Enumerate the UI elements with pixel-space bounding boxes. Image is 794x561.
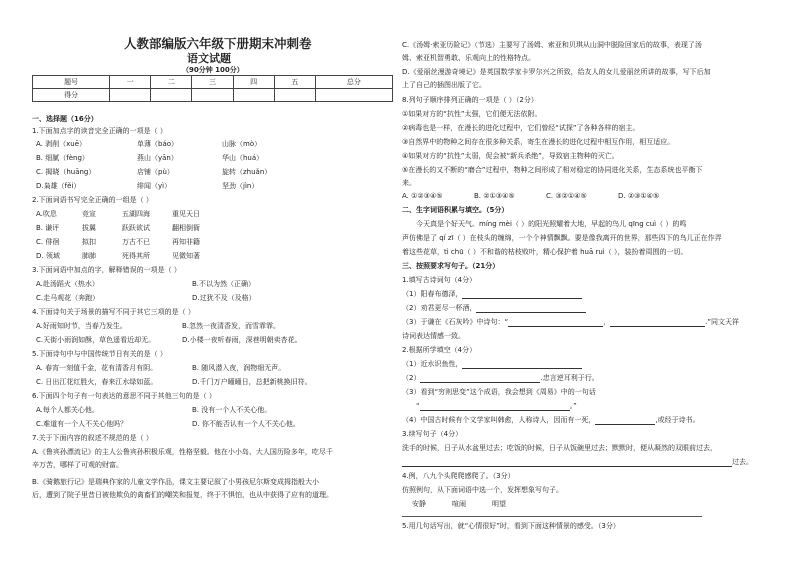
answer-blank[interactable] xyxy=(462,368,582,369)
fill-line-tail: 诗词表达情感一致。 xyxy=(402,332,465,340)
score-cell: 三 xyxy=(192,76,233,89)
word-option[interactable]: 喧闹 xyxy=(452,500,466,508)
option[interactable]: D. 你不能否认有一个人不关心他。 xyxy=(192,420,300,428)
score-cell: 五 xyxy=(274,76,315,89)
option[interactable]: D.《爱丽丝漫游奇境记》是英国数学家卡罗尔兴之所致，给友人的女儿爱丽丝所讲的故事，写下后加 xyxy=(402,68,711,76)
score-cell: 得分 xyxy=(33,89,110,102)
fill-line: （1）近水识鱼性， xyxy=(402,360,582,369)
fill-line: （3）于谦在《石灰吟》中诗句：“ ， .”同文天祥 xyxy=(402,318,739,326)
option[interactable]: D.千门万户曈曈日，总把新桃换旧符。 xyxy=(192,378,312,386)
question-stem: 1.下面加点字的读音完全正确的一项是（ ） xyxy=(32,127,167,135)
word-option[interactable]: 明望 xyxy=(492,500,506,508)
option[interactable]: C. 俳徊 xyxy=(36,238,60,246)
sentence-item: ②病毒也是一样，在漫长的进化过程中，它们曾经“试探”了各种各样的宿主。 xyxy=(402,124,640,132)
answer-blank[interactable] xyxy=(595,424,655,425)
option: 重见天日 xyxy=(172,210,200,218)
option[interactable]: B. 细腻（fèng） xyxy=(36,154,89,162)
paper-meta: （90分钟 100分） xyxy=(182,66,244,74)
passage-line: 声仿佛是了 qí zī（ ）在枝头的缠绵，一个个神情飘飘。要是像我离开的世界，那些四下的鸟儿正在作弄 xyxy=(402,234,722,242)
option[interactable]: D.枭雄（fěi） xyxy=(36,182,81,190)
paper-title: 人教部编版六年级下册期末冲刺卷 xyxy=(124,36,312,51)
score-cell: 一 xyxy=(110,76,151,89)
score-table-score-row xyxy=(33,89,393,102)
option[interactable]: D. 领域 xyxy=(36,252,60,260)
option[interactable]: C.《汤姆·索亚历险记》（节选）主要写了汤姆、索亚和贝琪从山洞中脱险回家后的故事，表现了汤 xyxy=(402,41,702,49)
score-cell: 二 xyxy=(151,76,192,89)
answer-blank[interactable] xyxy=(610,326,705,327)
option: 竞宣 xyxy=(82,210,96,218)
option[interactable]: A. 春宵一刻值千金，花有清香月有阴。 xyxy=(36,364,158,372)
answer-blank[interactable] xyxy=(402,466,732,467)
option[interactable]: C.走马观花（奔跑） xyxy=(36,294,100,302)
option[interactable]: A.吹息 xyxy=(36,210,57,218)
option-continued: 后，遭到了院子里昔日被他欺负的禽畜们的嘲笑和报复，终于不惧怕，也从中获得了应有的道理。 xyxy=(32,491,333,499)
option[interactable]: B.忽然一夜清香发，而雪霏霏。 xyxy=(182,322,281,330)
fill-line: （3）看到“穷则思变”这个成语，我会想到《周易》中的一句话 xyxy=(402,388,596,396)
question-stem: 3.续写句子（4分） xyxy=(402,430,463,438)
answer-line[interactable] xyxy=(402,516,702,517)
option: 死得其所 xyxy=(122,252,150,260)
question-stem: 4.例，八九个头爬爬感爬了。（3分） xyxy=(402,472,515,480)
passage-line: 今天真是个好天气。míng mèi（ ）的阳光照耀着大地，早起的鸟儿 qīng cuì（ ）的鸣 xyxy=(416,220,687,228)
question-stem: 7.关于下面内容的叙述不规范的是（ ） xyxy=(32,434,153,442)
fill-line: （2） .忠言逆耳利于行。 xyxy=(402,374,599,382)
option[interactable]: C. 日出江花红胜火，春来江水绿如蓝。 xyxy=(36,378,158,386)
word-option[interactable]: 安静 xyxy=(412,500,426,508)
score-input[interactable] xyxy=(315,89,392,102)
answer-blank[interactable] xyxy=(476,312,586,313)
option-continued: 辛万苦，哪样了可观的财富。 xyxy=(32,461,123,469)
option: 再知非籍 xyxy=(172,238,200,246)
option[interactable]: C.难道有一个人不关心他吗？ xyxy=(36,420,128,428)
answer-blank[interactable] xyxy=(420,382,540,383)
option[interactable]: B.《骑鹅旅行记》是瑞典作家的儿童文学作品，课文主要记叙了小男孩尼尔斯变成拇指般大小 xyxy=(32,478,320,486)
option[interactable]: 山脉（mò） xyxy=(222,140,262,148)
question-stem: 1.填写古诗词句（4分） xyxy=(402,276,477,284)
question-stem: 5.下面诗句中与中国传统节日有关的是（ ） xyxy=(32,350,167,358)
question-stem: 3.下面词语中加点的字，解释错误的一项是（ ） xyxy=(32,266,181,274)
option: 拟扣 xyxy=(82,238,96,246)
option-continued: 姆、索亚机智勇敢、乐观向上的性格特点。 xyxy=(402,54,535,62)
question-stem: 2.下面词语书写完全正确的一组是（ ） xyxy=(32,196,153,204)
score-input[interactable] xyxy=(274,89,315,102)
option[interactable]: D.过犹不及（及格） xyxy=(192,294,256,302)
option-continued: 上了自己的插图出版了它。 xyxy=(402,81,486,89)
score-cell: 题号 xyxy=(33,76,110,89)
option[interactable]: 华山（huá） xyxy=(222,154,264,162)
option[interactable]: A. 剥削（xuē） xyxy=(36,140,87,148)
sentence-item: ①如果对方的“抗性”太强，它们便无法依附。 xyxy=(402,110,542,118)
option: 万古不已 xyxy=(122,238,150,246)
option[interactable]: D. ②③①④⑤ xyxy=(618,192,660,200)
score-input[interactable] xyxy=(110,89,151,102)
option: 五湖四海 xyxy=(122,210,150,218)
sentence-item: 来。 xyxy=(402,179,416,187)
paper-subtitle: 语文试题 xyxy=(187,52,231,65)
option[interactable]: 坚劲（jìn） xyxy=(222,182,259,190)
answer-blank[interactable] xyxy=(462,298,582,299)
fill-line: （4）中国古时候有个文学家叫韩愈，人称诗人，因而有一死， ,或经于诗书。 xyxy=(402,416,700,424)
question-stem: 6.下面四个句子有一句表达的意思不同于其他三句的是（ ） xyxy=(32,392,216,400)
score-input[interactable] xyxy=(151,89,192,102)
option[interactable]: A.《鲁宾孙漂流记》的主人公鲁宾孙积极乐观，性格坚毅。他在小小岛、大人国历险多年，吃尽千 xyxy=(32,448,333,456)
passage-line: 着这些花草，tì chū（ ）不和谐的枯枝败叶，精心保护着 huā ruì（ ），装扮着周围的一切。 xyxy=(402,248,688,256)
section-heading: 三、按照要求写句子。（21分） xyxy=(402,262,500,270)
score-table-header-row xyxy=(33,76,393,89)
answer-blank[interactable] xyxy=(508,326,603,327)
option[interactable]: B. ②①③④⑤ xyxy=(474,192,515,200)
option[interactable]: 燕山（yān） xyxy=(137,154,178,162)
sentence-item: ⑤在漫长的又不断的“磨合”过程中，物种之间形成了相对稳定的协同进化关系，生态系统也平衡下 xyxy=(402,166,703,174)
option[interactable]: B. 没有一个人不关心他。 xyxy=(192,406,272,414)
option: 拔翼 xyxy=(82,224,96,232)
option[interactable]: B. 随风潜入夜，润物细无声。 xyxy=(192,364,286,372)
option[interactable]: B.不以为然（正确） xyxy=(192,280,256,288)
passage-line: 洗手的时候，日子从水盆里过去；吃饭的时候，日子从饭碗里过去；默默时，便从凝然的双眼前过去， xyxy=(402,444,717,452)
score-input[interactable] xyxy=(192,89,233,102)
question-stem: 2.根据所学填空（4分） xyxy=(402,346,477,354)
answer-blank[interactable] xyxy=(420,410,570,411)
sentence-item: ③自然界中的物种之间存在很多种关系，寄生在漫长的进化过程中相互作用，相互适应。 xyxy=(402,138,675,146)
option[interactable]: A.每个人都关心他。 xyxy=(36,406,99,414)
question-stem: 仿照例句，从下面词语中选一个，发挥想象写句子。 xyxy=(402,486,563,494)
option: 见微知著 xyxy=(172,252,200,260)
option[interactable]: B. 谦评 xyxy=(36,224,60,232)
option[interactable]: D.小楼一夜听春雨，深巷明朝卖杏花。 xyxy=(182,336,302,344)
option[interactable]: C.天街小雨润如酥，草色遥看近却无。 xyxy=(36,336,156,344)
option[interactable]: A. ①②③④⑤ xyxy=(402,192,443,200)
option: 翻相倒衙 xyxy=(172,224,200,232)
option[interactable]: 旋转（zhuǎn） xyxy=(222,168,272,176)
section-heading: 一、选择题（16分） xyxy=(32,115,98,123)
fill-line: （1）阳春布德泽， xyxy=(402,290,582,299)
option[interactable]: 单薄（báo） xyxy=(137,140,179,148)
score-cell: 总分 xyxy=(315,76,392,89)
score-table xyxy=(32,75,393,102)
option[interactable]: C. 揭晓（huāng） xyxy=(36,168,96,176)
option: 跃跃欲试 xyxy=(122,224,150,232)
fill-line: （2）劝君更尽一杯酒， xyxy=(402,304,586,313)
sentence-item: ④如果对方的“抗性”太弱，促会被“新兵杀绝”，导致宿主物种的灭亡。 xyxy=(402,152,619,160)
option[interactable]: 绯闻（yì） xyxy=(137,182,172,190)
score-input[interactable] xyxy=(233,89,274,102)
fill-line: 过去。 xyxy=(402,458,753,467)
option[interactable]: A.赴汤蹈火（热水） xyxy=(36,280,99,288)
score-cell: 四 xyxy=(233,76,274,89)
section-heading: 二、生字词语积累与填空。（5分） xyxy=(402,206,509,214)
option: 肺肺 xyxy=(82,252,96,260)
option[interactable]: A.好雨知时节，当春乃发生。 xyxy=(36,322,127,330)
question-stem: 8.列句子顺序排列正确的一项是（ ）（2分） xyxy=(402,96,538,104)
fill-line: “ 。” xyxy=(416,402,577,410)
question-stem: 5.用几句话写出，就“心情很好”时，看到下面这种情景的感受。（3分） xyxy=(402,522,620,530)
option[interactable]: C. ③②①④⑤ xyxy=(546,192,587,200)
option[interactable]: 店铺（pù） xyxy=(137,168,174,176)
question-stem: 4.下面诗句关于场景的描写不同于其它三项的是（ ） xyxy=(32,308,195,316)
